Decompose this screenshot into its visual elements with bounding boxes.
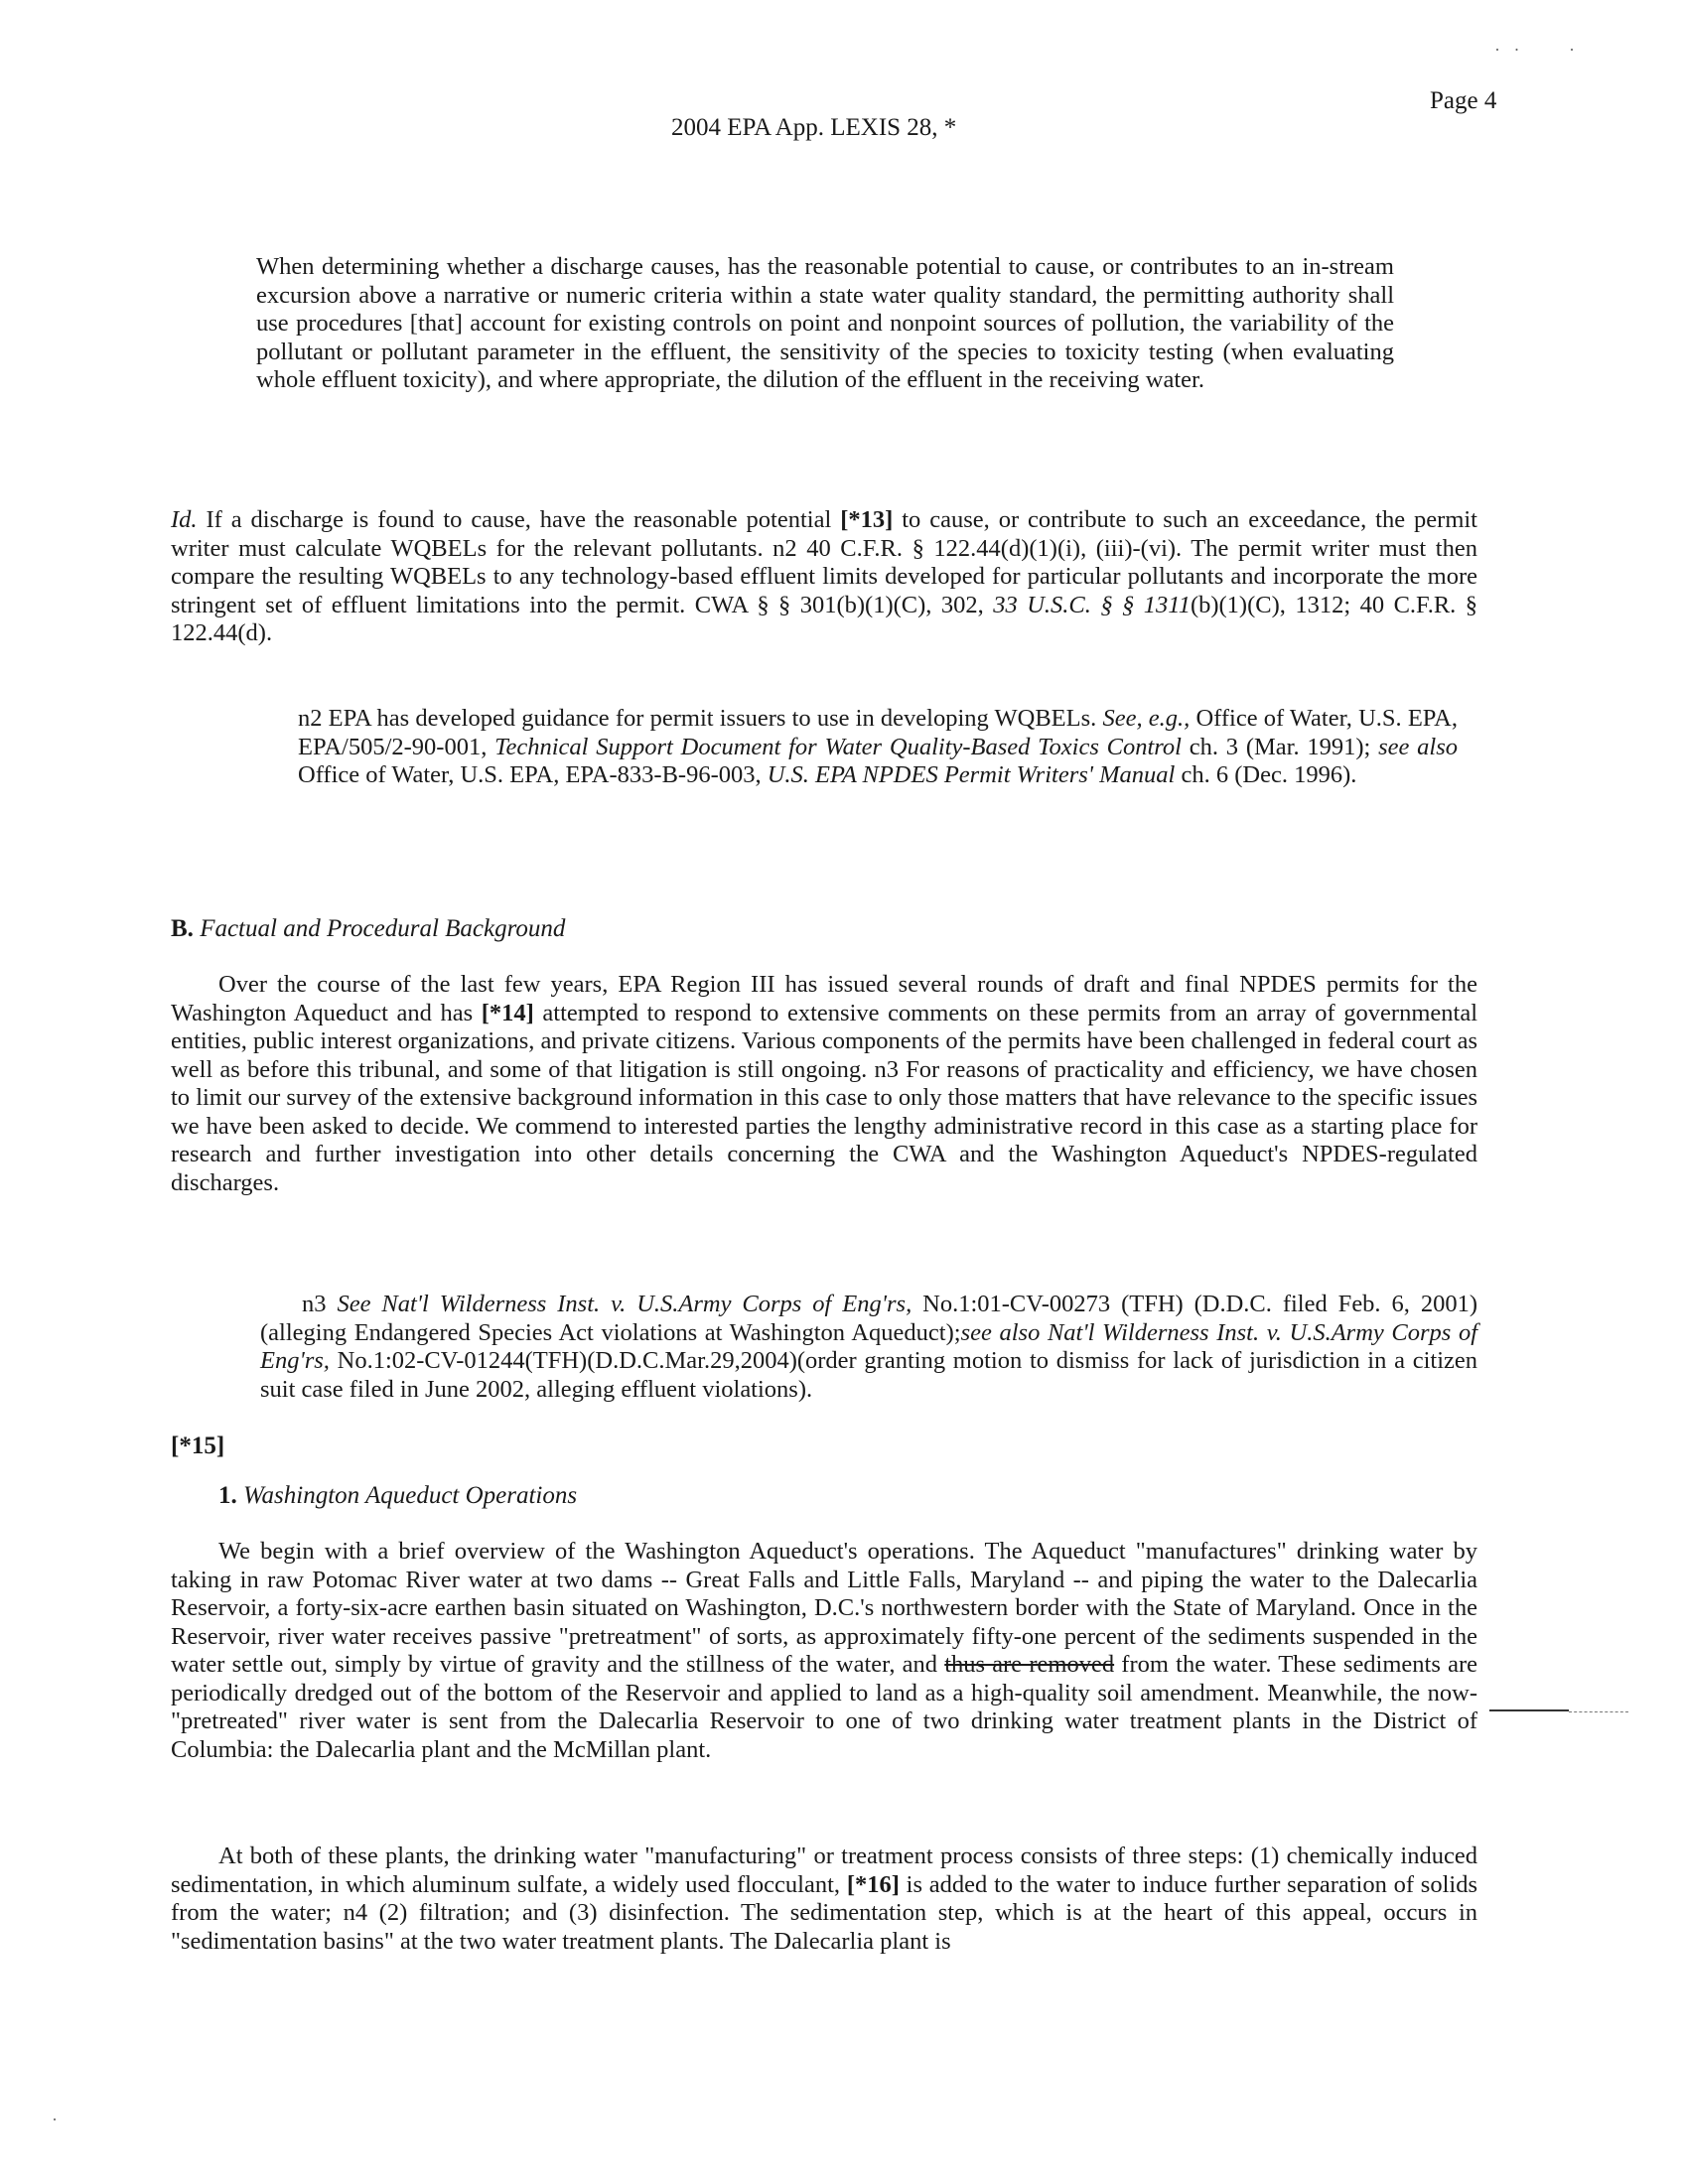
margin-rule-dashed bbox=[1569, 1711, 1628, 1712]
paragraph-id-permit-writer bbox=[171, 506, 1477, 648]
section-1-title: Washington Aqueduct Operations bbox=[243, 1482, 578, 1509]
background-text-2: attempted to respond to extensive comments on these permits from an array of governmental entities, public interest organizations, and private citizens. Various components of the permits have been challenged in federal court as well as before this tribunal, and some of that litigation is still ongoing. n3 For reasons of practicality and efficiency, we have chosen to limit our survey of the extensive background information in this case to only those matters that have relevance to the specific issues we have been asked to decide. We commend to interested parties the lengthy administrative record in this case as a starting place for research and further investigation into other details concerning the CWA and the Washington Aqueduct's NPDES-regulated discharges. bbox=[171, 999, 1477, 1196]
footnote-n2 bbox=[298, 705, 1458, 790]
paragraph-plants bbox=[171, 1843, 1477, 1956]
fn3-text-2: No.1:01-CV-00273 (TFH) (D.D.C. filed Feb. 6, 2001)(alleging Endangered Species Act violations at Washington Aqueduct); bbox=[260, 1291, 1477, 1346]
paragraph-background bbox=[171, 971, 1477, 1197]
section-b-title: Factual and Procedural Background bbox=[200, 915, 566, 942]
fn2-title-2: U.S. EPA NPDES Permit Writers' Manual bbox=[767, 761, 1176, 788]
fn2-text-5: ch. 6 (Dec. 1996). bbox=[1175, 761, 1357, 788]
fn2-text-4: Office of Water, U.S. EPA, EPA-833-B-96-003, bbox=[298, 761, 768, 788]
pin-cite-13: [*13] bbox=[840, 506, 894, 533]
block-quote: When determining whether a discharge causes, has the reasonable potential to cause, or contributes to an in-stream excursion above a narrative or numeric criteria within a state water quality standard, the permitting authority shall use procedures [that] account for existing controls on point and nonpoint sources of pollution, the variability of the pollutant or pollutant parameter in the effluent, the sensitivity of the species to toxicity testing (when evaluating whole effluent toxicity), and where appropriate, the dilution of the effluent in the receiving water. bbox=[256, 253, 1394, 393]
pin-cite-16: [*16] bbox=[846, 1870, 900, 1898]
running-header-citation: 2004 EPA App. LEXIS 28, * bbox=[671, 114, 957, 141]
section-b-letter: B. bbox=[171, 915, 194, 942]
fn2-text-3: ch. 3 (Mar. 1991); bbox=[1182, 733, 1379, 760]
section-1-heading bbox=[218, 1482, 577, 1510]
page-number: Page 4 bbox=[1430, 87, 1497, 114]
operations-text-1: We begin with a brief overview of the Washington Aqueduct's operations. The Aqueduct "manufactures" drinking water by taking in raw Potomac River water at two dams -- Great Falls and Little Falls, Maryland -- and piping the water to the Dalecarlia Reservoir, a forty-six-acre earthen basin situated on Washington, D.C.'s northwestern border with the State of Maryland. Once in the Reservoir, river water receives passive "pretreatment" of sorts, as approximately fifty-one percent of the sediments suspended in the water settle out, simply by virtue of gravity and the stillness of the water, and bbox=[171, 1538, 1477, 1678]
fn2-signal-see: See, e.g., bbox=[1102, 705, 1191, 732]
plants-text-1: At both of these plants, the drinking water "manufacturing" or treatment process consists of three steps: (1) chemically induced sedimentation, in which aluminum sulfate, a widely used flocculant, bbox=[171, 1843, 1477, 1898]
para-id-text-3: (b)(1)(C), 1312; 40 C.F.R. § 122.44(d). bbox=[171, 591, 1478, 646]
background-text-1: Over the course of the last few years, EPA Region III has issued several rounds of draft and final NPDES permits for the Washington Aqueduct and has bbox=[171, 971, 1477, 1026]
id-cite: Id. bbox=[171, 506, 198, 533]
fn2-text-1: n2 EPA has developed guidance for permit issuers to use in developing WQBELs. bbox=[298, 705, 1103, 732]
section-b-heading bbox=[171, 915, 565, 943]
pin-cite-14: [*14] bbox=[481, 999, 534, 1026]
para-id-text-2: to cause, or contribute to such an exceedance, the permit writer must calculate WQBELs for the relevant pollutants. n2 40 C.F.R. § 122.44(d)(1)(i), (iii)-(vi). The permit writer must then compare the resulting WQBELs to any technology-based effluent limits developed for particular pollutants and incorporate the more stringent set of effluent limitations into the permit. CWA § § 301(b)(1)(C), 302, bbox=[171, 506, 1477, 618]
fn3-text-1: n3 bbox=[302, 1291, 338, 1317]
paragraph-operations bbox=[171, 1538, 1477, 1764]
operations-struck-text: thus are removed bbox=[944, 1651, 1115, 1678]
fn3-case-1: See Nat'l Wilderness Inst. v. U.S.Army Corps of Eng'rs, bbox=[337, 1291, 912, 1317]
usc-cite: 33 U.S.C. § § 1311 bbox=[993, 591, 1191, 618]
plants-text-2: is added to the water to induce further separation of solids from the water; n4 (2) filtration; and (3) disinfection. The sedimentation step, which is at the heart of this appeal, occurs in "sedimentation basins" at the two water treatment plants. The Dalecarlia plant is bbox=[171, 1870, 1477, 1955]
fn2-text-2: Office of Water, U.S. EPA, EPA/505/2-90-001, bbox=[298, 705, 1459, 760]
para-id-text-1: If a discharge is found to cause, have the reasonable potential bbox=[197, 506, 841, 533]
operations-text-2: from the water. These sediments are periodically dredged out of the bottom of the Reservoir and applied to land as a high-quality soil amendment. Meanwhile, the now-"pretreated" river water is sent from the Dalecarlia Reservoir to one of two drinking water treatment plants in the District of Columbia: the Dalecarlia plant and the McMillan plant. bbox=[171, 1651, 1477, 1763]
margin-rule bbox=[1489, 1709, 1569, 1711]
pin-cite-15: [*15] bbox=[171, 1433, 225, 1459]
footnote-n3 bbox=[260, 1291, 1477, 1404]
fn3-text-3: No.1:02-CV-01244(TFH)(D.D.C.Mar.29,2004)(order granting motion to dismiss for lack of jurisdiction in a citizen suit case filed in June 2002, alleging effluent violations). bbox=[260, 1347, 1477, 1403]
scan-mark-bottom: · bbox=[52, 2110, 58, 2129]
section-1-number: 1. bbox=[218, 1482, 237, 1509]
fn3-case-2: see also Nat'l Wilderness Inst. v. U.S.Army Corps of Eng'rs, bbox=[260, 1318, 1478, 1374]
fn2-signal-see-also: see also bbox=[1378, 733, 1459, 760]
fn2-title-1: Technical Support Document for Water Quality-Based Toxics Control bbox=[494, 733, 1182, 760]
scan-marks-top: · · · bbox=[1494, 40, 1575, 60]
